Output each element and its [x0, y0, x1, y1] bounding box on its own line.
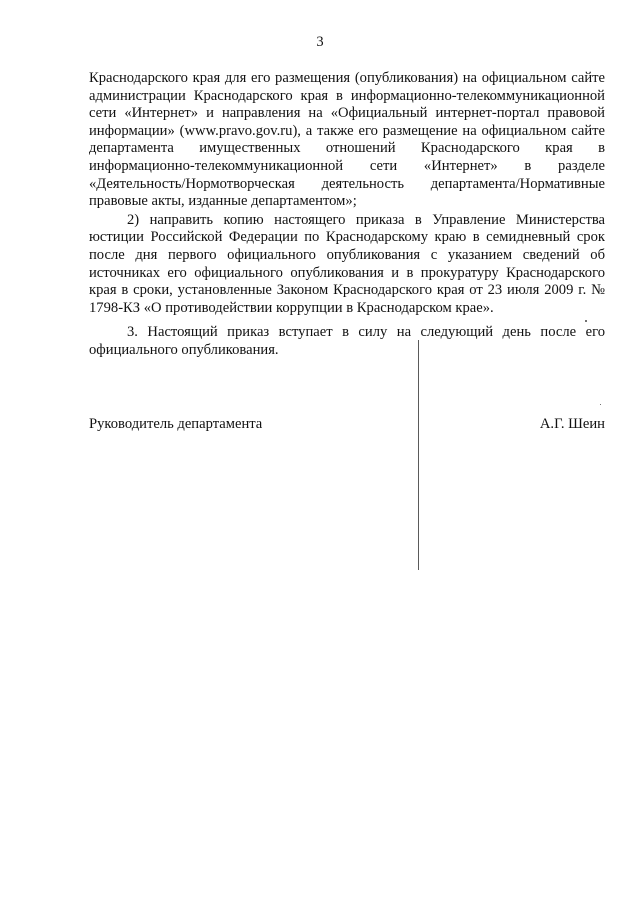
scan-speck: [585, 320, 587, 322]
scan-speck: [600, 404, 601, 405]
page-number: 3: [316, 34, 324, 50]
signatory-name: А.Г. Шеин: [539, 416, 605, 432]
paragraph-continuation: Краснодарского края для его размещения (опубликования) на официальном сайте администрации Краснодарского края в информационно-телекоммуникационной сети «Интернет» и направления на «Официальный интернет-портал правовой информации» (www.pravo.gov.ru), а также его размещение на официальном сайте департамента имущественных отношений Краснодарского края в информационно-телекоммуникационной сети «Интернет» в разделе «Деятельность/Нормотворческая деятельность департамента/Нормативные правовые акты, изданные департаментом»;: [89, 70, 605, 210]
signatory-position: Руководитель департамента: [89, 416, 263, 432]
paragraph-item-2: 2) направить копию настоящего приказа в Управление Министерства юстиции Российской Федерации по Краснодарскому краю в семидневный срок после дня первого официального опубликования с указанием сведений об источниках его официального опубликования и в прокуратуру Краснодарского края в сроки, установленные Законом Краснодарского края от 23 июля 2009 г. № 1798-КЗ «О противодействии коррупции в Краснодарском крае».: [89, 211, 605, 316]
document-body: [89, 70, 605, 360]
paragraph-item-3: 3. Настоящий приказ вступает в силу на следующий день после его официального опубликования.: [89, 324, 605, 358]
scan-artifact-line: [418, 340, 419, 570]
